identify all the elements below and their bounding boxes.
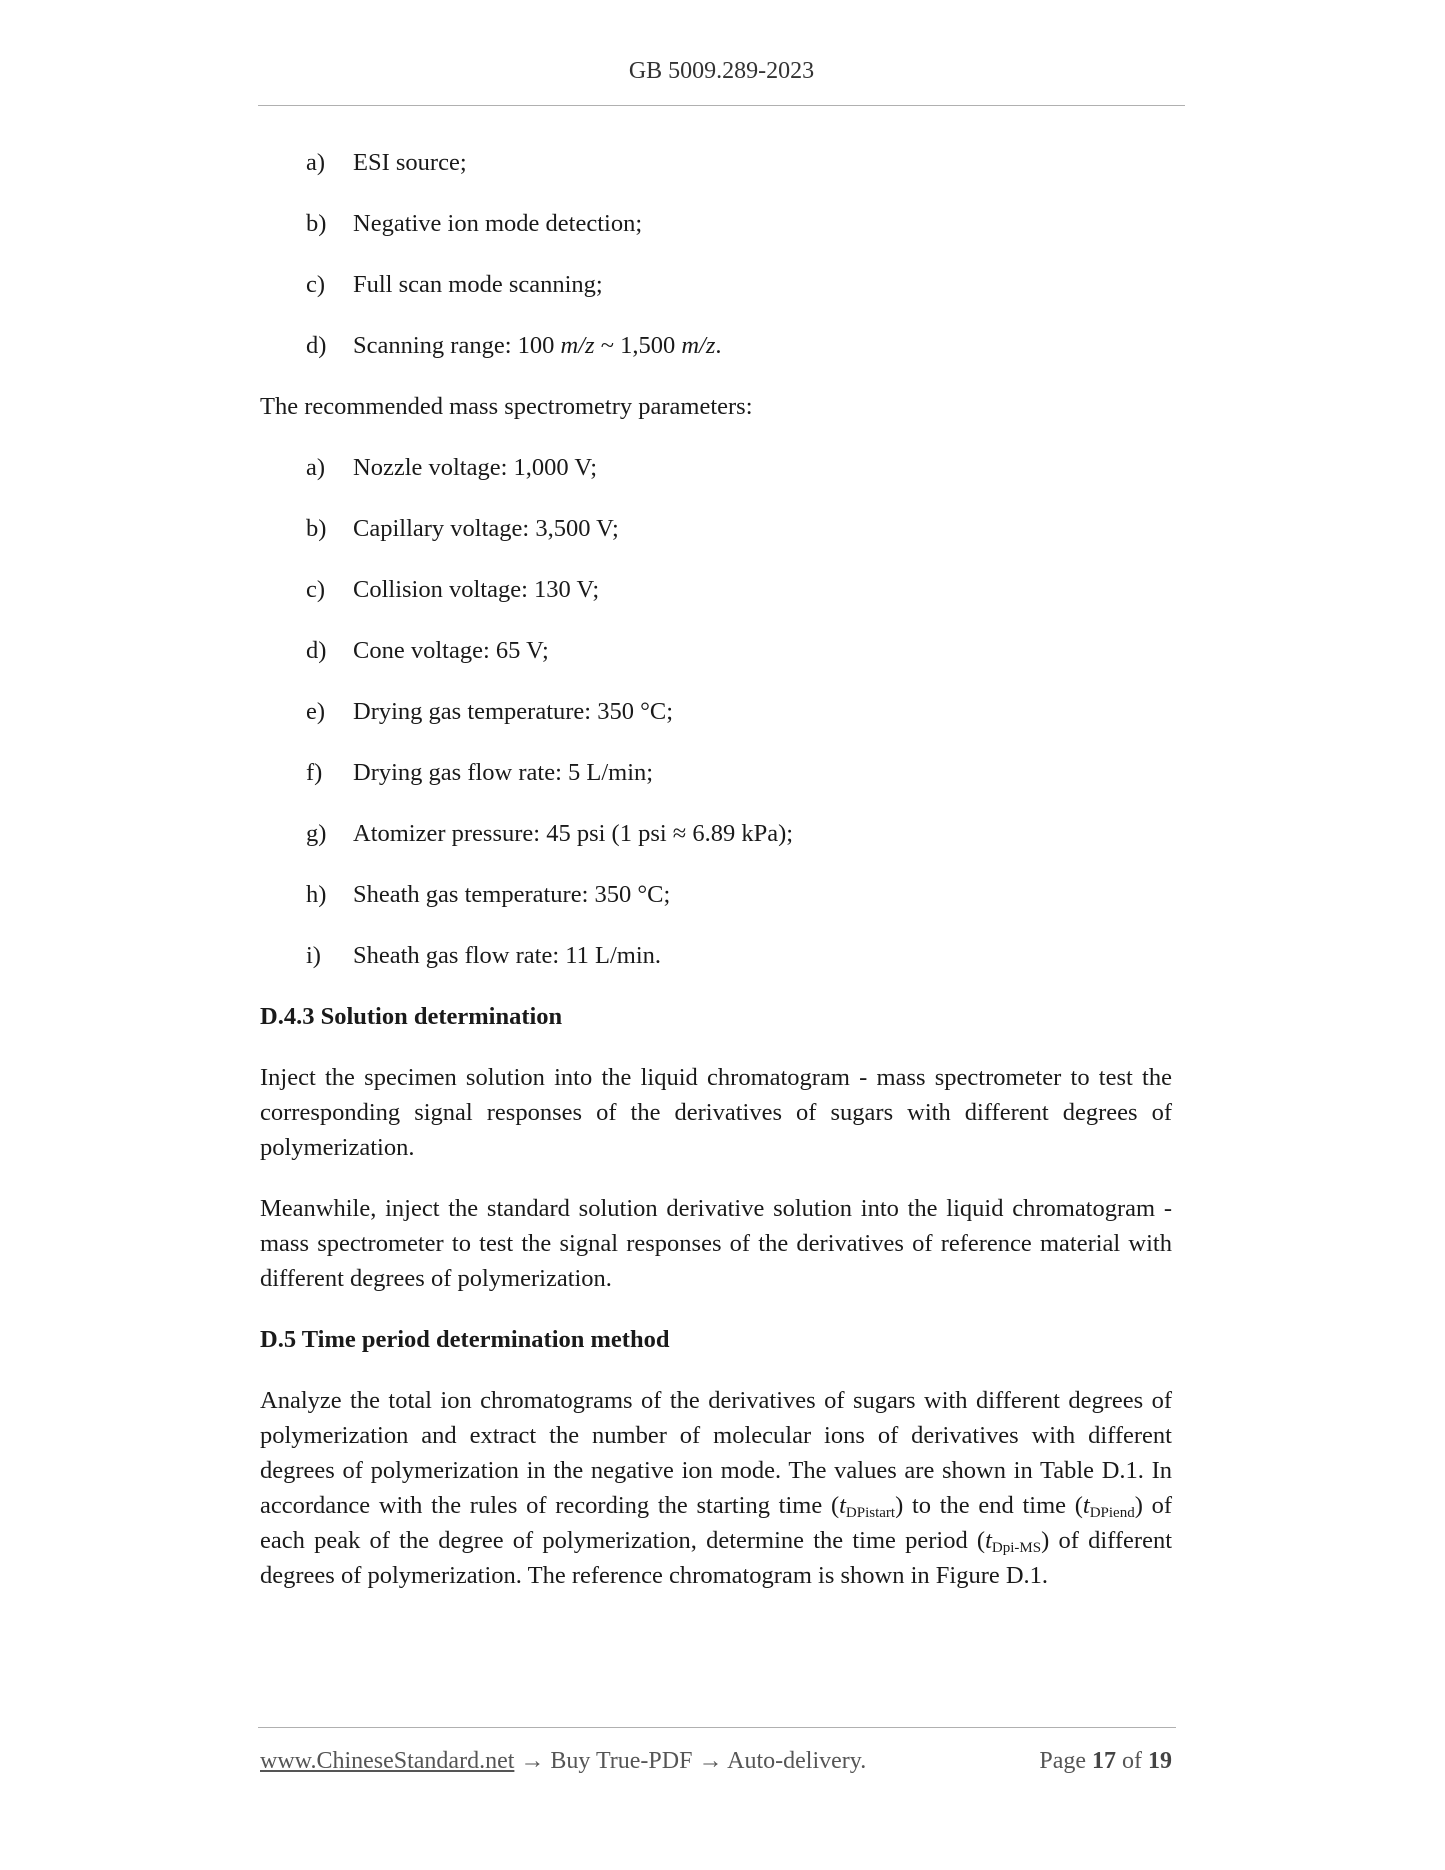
scan-range-prefix: Scanning range: 100	[353, 332, 561, 359]
paragraph-standard-injection: Meanwhile, inject the standard solution derivative solution into the liquid chromatogram - mass spectrometer to test the signal responses of the derivatives of reference material with different degrees of polymerization.	[260, 1195, 1172, 1292]
paragraph-time-period-method	[260, 1383, 1172, 1593]
unit-mz: m/z	[681, 332, 716, 359]
list-marker: c)	[306, 271, 326, 298]
section-heading-d5: D.5 Time period determination method	[260, 1326, 670, 1353]
text-run: Analyze the total ion chromatograms of the derivatives of sugars with different degrees of polymerization and extract the number of molecular ions of derivatives with different degrees of polymerization in the negative ion mode. The values are shown in Table D.1. In accordance with the rules of recording the starting time (	[260, 1387, 1172, 1519]
list-item	[260, 450, 1172, 485]
of-word: of	[1122, 1748, 1142, 1774]
variable-t: t	[839, 1492, 846, 1519]
list-marker: d)	[306, 637, 327, 664]
list-marker: b)	[306, 210, 327, 237]
scan-range-suffix: .	[715, 332, 722, 359]
subscript-dpiend: DPiend	[1089, 1505, 1135, 1521]
text-run: ) of different degrees of polymerization. The reference chromatogram is shown in Figure D.1.	[260, 1527, 1172, 1589]
list-item	[260, 206, 1172, 241]
list-marker: g)	[306, 820, 327, 847]
list-marker: e)	[306, 698, 326, 725]
list-item	[260, 633, 1172, 668]
list-text: Nozzle voltage: 1,000 V;	[353, 454, 598, 481]
list-marker: a)	[306, 454, 326, 481]
list-marker: d)	[306, 332, 327, 359]
scan-range-mid: ~ 1,500	[594, 332, 682, 359]
variable-t: t	[1082, 1492, 1090, 1519]
subscript-dpi-ms: Dpi-MS	[991, 1540, 1042, 1556]
list-text: Sheath gas flow rate: 11 L/min.	[353, 942, 661, 969]
page-word: Page	[1039, 1748, 1086, 1774]
list-item	[260, 572, 1172, 607]
page-number	[1039, 1748, 1172, 1775]
list-item	[260, 511, 1172, 546]
list-marker: a)	[306, 149, 326, 176]
list-text: Full scan mode scanning;	[353, 271, 603, 298]
list-item	[260, 328, 1172, 363]
website-link[interactable]: www.ChineseStandard.net	[260, 1748, 515, 1774]
list-marker: c)	[306, 576, 326, 603]
list-item	[260, 938, 1172, 973]
subscript-dpistart: DPistart	[845, 1505, 896, 1521]
buy-pdf-text: Buy True-PDF	[550, 1748, 693, 1774]
header-divider	[258, 105, 1185, 106]
ion-source-settings-list	[260, 145, 1172, 363]
list-text	[353, 332, 722, 359]
footer-promo	[260, 1748, 866, 1775]
list-marker: f)	[306, 759, 323, 786]
text-run: ) to the end time (	[895, 1492, 1083, 1519]
list-text: Capillary voltage: 3,500 V;	[353, 515, 619, 542]
list-text: Sheath gas temperature: 350 °C;	[353, 881, 671, 908]
auto-delivery-text: Auto-delivery.	[727, 1748, 867, 1774]
section-heading-d43: D.4.3 Solution determination	[260, 1003, 563, 1030]
paragraph-specimen-injection: Inject the specimen solution into the liquid chromatogram - mass spectrometer to test the corresponding signal responses of the derivatives of sugars with different degrees of polymerization.	[260, 1064, 1172, 1161]
list-text: ESI source;	[353, 149, 467, 176]
list-item	[260, 877, 1172, 912]
document-body	[260, 145, 1172, 1619]
footer-divider	[258, 1727, 1176, 1728]
list-marker: h)	[306, 881, 327, 908]
list-text: Collision voltage: 130 V;	[353, 576, 600, 603]
list-item	[260, 267, 1172, 302]
unit-mz: m/z	[560, 332, 595, 359]
ms-parameters-intro: The recommended mass spectrometry parameters:	[260, 393, 753, 420]
list-item	[260, 755, 1172, 790]
list-marker: b)	[306, 515, 327, 542]
list-marker: i)	[306, 942, 321, 969]
list-text: Drying gas temperature: 350 °C;	[353, 698, 674, 725]
list-item	[260, 816, 1172, 851]
list-item	[260, 145, 1172, 180]
page-header: GB 5009.289-2023	[628, 58, 815, 84]
current-page: 17	[1092, 1748, 1116, 1774]
total-pages: 19	[1148, 1748, 1172, 1774]
ms-parameters-list	[260, 450, 1172, 973]
list-text: Drying gas flow rate: 5 L/min;	[353, 759, 654, 786]
list-text: Atomizer pressure: 45 psi (1 psi ≈ 6.89 kPa);	[353, 820, 794, 847]
list-text: Negative ion mode detection;	[353, 210, 643, 237]
text-run: ) of each peak of the degree of polymerization, determine the time period (	[260, 1492, 1173, 1554]
list-text: Cone voltage: 65 V;	[353, 637, 549, 664]
variable-t: t	[985, 1527, 992, 1554]
arrow-right-icon: →	[520, 1748, 545, 1774]
list-item	[260, 694, 1172, 729]
arrow-right-icon: →	[698, 1748, 723, 1774]
